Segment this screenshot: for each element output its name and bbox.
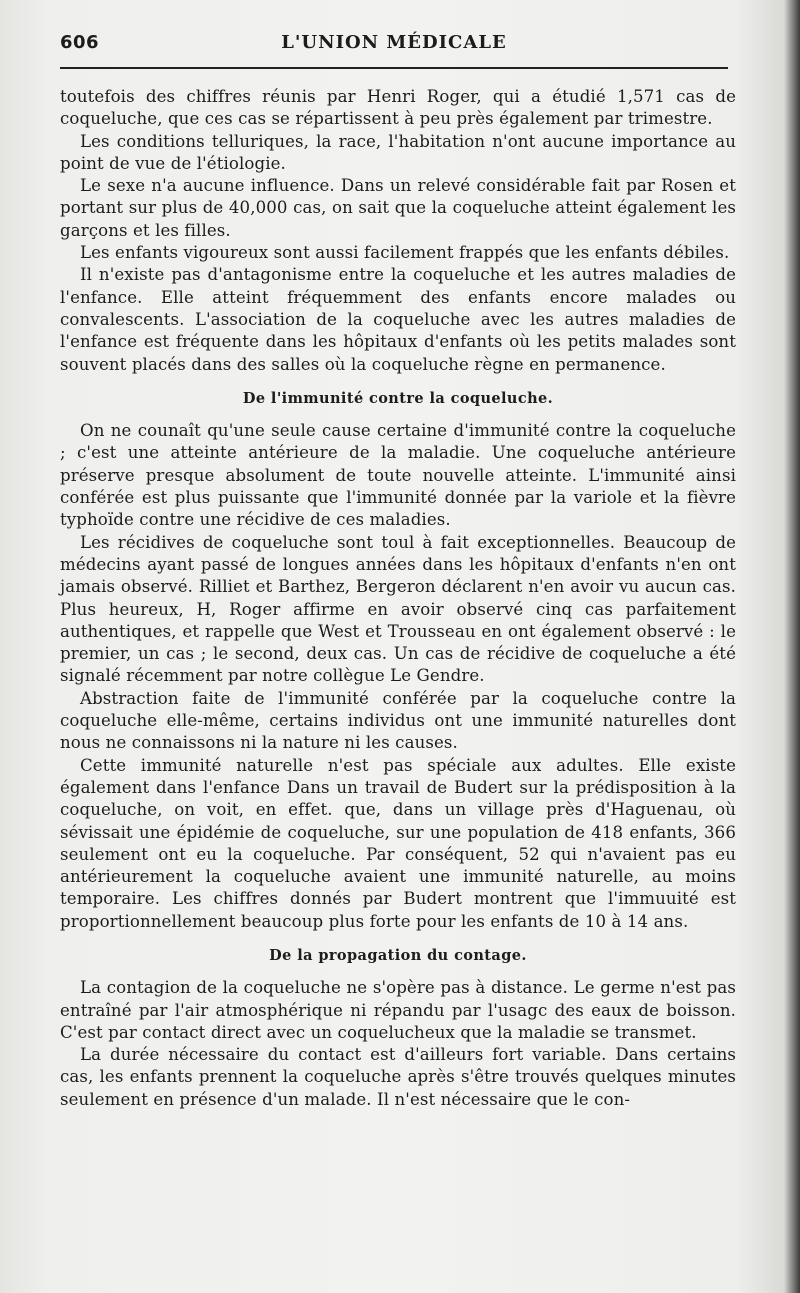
paragraph: La contagion de la coqueluche ne s'opère pas à distance. Le germe n'est pas entraîné par l'air atmosphérique ni répandu par l'usagc des eaux de boisson. C'est par contact direct avec un coquelucheux que la maladie se transmet.	[60, 978, 736, 1042]
page-number: 606	[60, 32, 100, 53]
paragraph: toutefois des chiffres réunis par Henri Roger, qui a étudié 1,571 cas de coqueluche, que ces cas se répartissent à peu près également par trimestre.	[60, 87, 736, 129]
paragraph: Abstraction faite de l'immunité conférée par la coqueluche contre la coqueluche elle-même, certains individus ont une immunité naturelles dont nous ne connaissons ni la nature ni les causes.	[60, 688, 736, 753]
paragraph: La durée nécessaire du contact est d'ailleurs fort variable. Dans certains cas, les enfants prennent la coqueluche après s'être trouvés quelques minutes seulement en présence d'un malade. Il n'est nécessaire que le con-	[60, 1045, 736, 1109]
paragraph: Cette immunité naturelle n'est pas spéciale aux adultes. Elle existe également dans l'enfance Dans un travail de Budert sur la prédisposition à la coqueluche, on voit, en effet. que, dans un village près d'Haguenau, où sévissait une épidémie de coqueluche, sur une population de 418 enfants, 366 seulement ont eu la coqueluche. Par conséquent, 52 qui n'avaient pas eu antérieurement la coqueluche avaient une immunité naturelle, au moins temporaire. Les chiffres donnés par Budert montrent que l'immuuité est proportionnellement beaucoup plus forte pour les enfants de 10 à 14 ans.	[60, 755, 736, 931]
page-header	[60, 32, 728, 56]
journal-title: L'UNION MÉDICALE	[281, 32, 507, 53]
article-body	[60, 86, 736, 1111]
paragraph: Le sexe n'a aucune influence. Dans un relevé considérable fait par Rosen et portant sur plus de 40,000 cas, on sait que la coqueluche atteint également les garçons et les filles.	[60, 176, 736, 240]
section-heading-propagation: De la propagation du contage.	[269, 946, 527, 964]
section-heading-immunity: De l'immunité contre la coqueluche.	[242, 389, 554, 407]
paragraph: On ne counaît qu'une seule cause certaine d'immunité contre la coqueluche ; c'est une atteinte antérieure de la maladie. Une coqueluche antérieure préserve presque absolument de toute nouvelle atteinte. L'immunité ainsi conférée est plus puissante que l'immunité donnée par la variole et la fièvre typhoïde contre une récidive de ces maladies.	[60, 421, 736, 530]
paragraph: Les récidives de coqueluche sont toul à fait exceptionnelles. Beaucoup de médecins ayant passé de longues années dans les hôpitaux d'enfants n'en ont jamais observé. Rilliet et Barthez, Bergeron déclarent n'en avoir vu aucun cas. Plus heureux, H, Roger affirme en avoir observé cinq cas parfaitement authentiques, et rappelle que West et Trousseau en ont également observé : le premier, un cas ; le second, deux cas. Un cas de récidive de coqueluche a été signalé récemment par notre collègue Le Gendre.	[60, 532, 736, 686]
paragraph: Il n'existe pas d'antagonisme entre la coqueluche et les autres maladies de l'enfance. Elle atteint fréquemment des enfants encore malades ou convalescents. L'association de la coqueluche avec les autres maladies de l'enfance est fréquente dans les hôpitaux d'enfants où les petits malades sont souvent placés dans des salles où la coqueluche règne en permanence.	[60, 265, 736, 374]
paragraph: Les conditions telluriques, la race, l'habitation n'ont aucune importance au point de vue de l'étiologie.	[60, 131, 736, 173]
paragraph: Les enfants vigoureux sont aussi facilement frappés que les enfants débiles.	[80, 243, 730, 263]
header-rule	[60, 67, 728, 69]
